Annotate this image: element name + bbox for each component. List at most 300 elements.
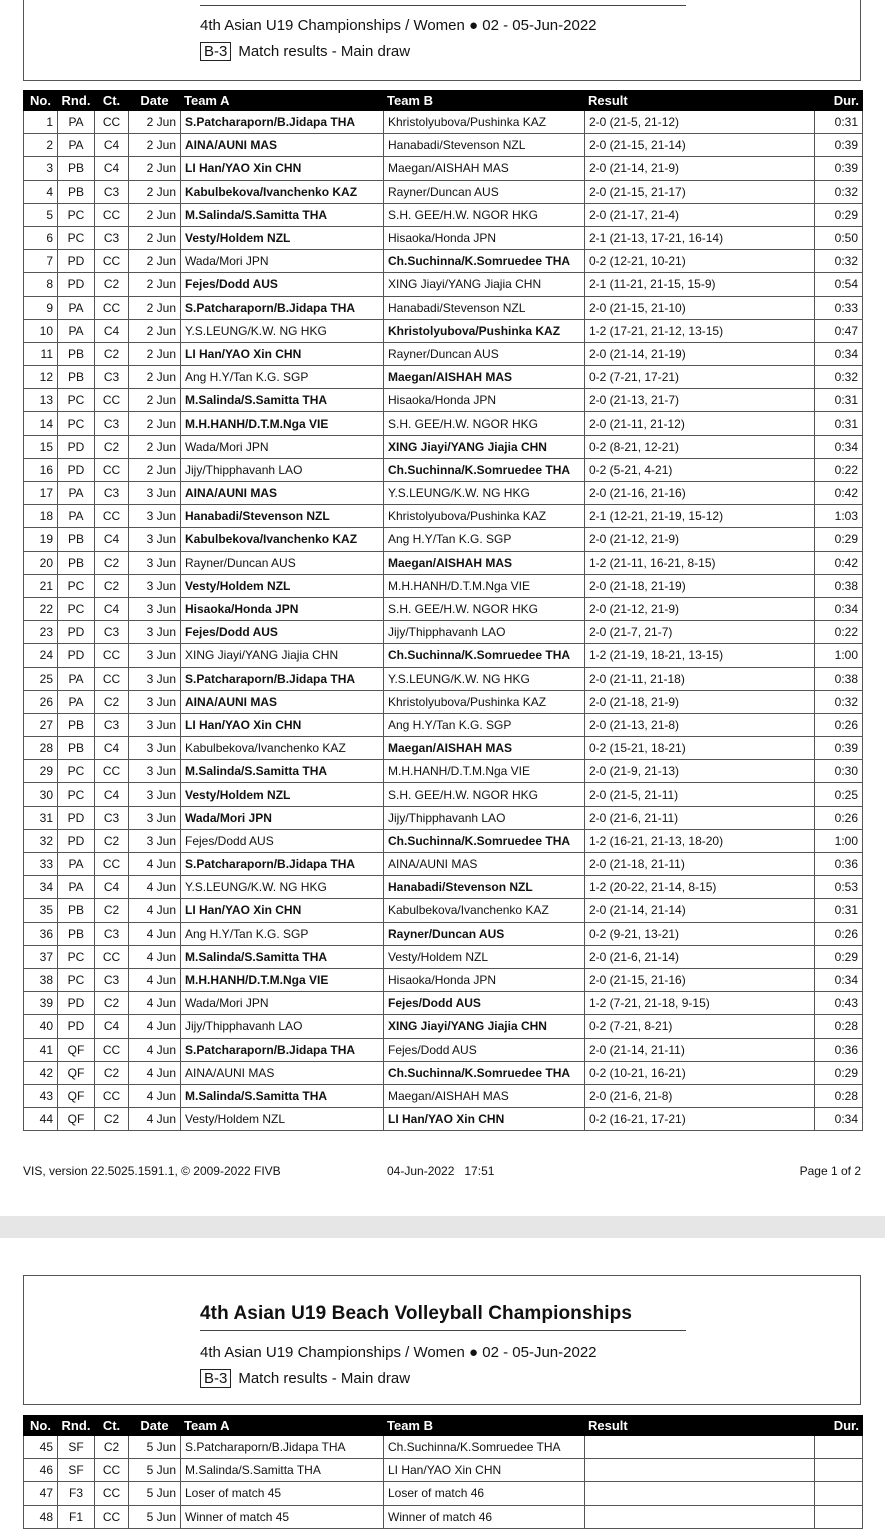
column-header-team-a: Team A	[181, 1416, 384, 1436]
match-result-cell: 2-0 (21-15, 21-14)	[585, 134, 815, 157]
team-a-cell: Fejes/Dodd AUS	[181, 829, 384, 852]
team-a-cell: Kabulbekova/Ivanchenko KAZ	[181, 528, 384, 551]
table-row	[24, 992, 863, 1015]
team-a-cell: Vesty/Holdem NZL	[181, 574, 384, 597]
team-a-cell: Jijy/Thipphavanh LAO	[181, 458, 384, 481]
match-result-cell: 2-1 (12-21, 21-19, 15-12)	[585, 505, 815, 528]
match-date-cell: 3 Jun	[129, 528, 181, 551]
team-b-cell: Rayner/Duncan AUS	[384, 342, 585, 365]
match-date-cell: 2 Jun	[129, 319, 181, 342]
table-row	[24, 597, 863, 620]
match-date-cell: 3 Jun	[129, 806, 181, 829]
header-rule	[200, 5, 686, 6]
match-number-cell: 38	[24, 968, 58, 991]
court-cell: C3	[95, 806, 129, 829]
table-row	[24, 412, 863, 435]
match-number-cell: 17	[24, 482, 58, 505]
team-a-cell: M.Salinda/S.Samitta THA	[181, 1084, 384, 1107]
match-rows	[24, 1436, 863, 1529]
court-cell: C2	[95, 899, 129, 922]
match-duration-cell: 1:00	[815, 829, 863, 852]
round-cell: PC	[58, 945, 95, 968]
round-cell: PD	[58, 992, 95, 1015]
team-a-cell: M.Salinda/S.Samitta THA	[181, 389, 384, 412]
team-a-cell: Y.S.LEUNG/K.W. NG HKG	[181, 876, 384, 899]
match-result-cell: 0-2 (12-21, 10-21)	[585, 250, 815, 273]
team-b-cell: Hisaoka/Honda JPN	[384, 226, 585, 249]
match-number-cell: 18	[24, 505, 58, 528]
match-duration-cell: 0:50	[815, 226, 863, 249]
match-results-table	[23, 90, 863, 1131]
court-cell: C4	[95, 1015, 129, 1038]
match-result-cell: 2-0 (21-13, 21-8)	[585, 713, 815, 736]
team-b-cell: Ch.Suchinna/K.Somruedee THA	[384, 829, 585, 852]
table-row	[24, 1015, 863, 1038]
team-a-cell: LI Han/YAO Xin CHN	[181, 157, 384, 180]
table-row	[24, 968, 863, 991]
team-b-cell: Ch.Suchinna/K.Somruedee THA	[384, 458, 585, 481]
round-cell: PD	[58, 435, 95, 458]
match-number-cell: 30	[24, 783, 58, 806]
court-cell: CC	[95, 505, 129, 528]
team-b-cell: Rayner/Duncan AUS	[384, 180, 585, 203]
match-duration-cell: 0:34	[815, 1108, 863, 1131]
match-number-cell: 26	[24, 690, 58, 713]
match-result-cell: 2-0 (21-6, 21-11)	[585, 806, 815, 829]
column-header-duration: Dur.	[815, 91, 863, 111]
match-duration-cell: 0:34	[815, 968, 863, 991]
court-cell: C3	[95, 968, 129, 991]
table-row	[24, 551, 863, 574]
team-a-cell: Kabulbekova/Ivanchenko KAZ	[181, 737, 384, 760]
match-duration-cell: 1:00	[815, 644, 863, 667]
footer-print-date: 04-Jun-2022 17:51	[387, 1164, 495, 1178]
match-result-cell: 2-0 (21-15, 21-17)	[585, 180, 815, 203]
match-result-cell: 2-0 (21-18, 21-11)	[585, 853, 815, 876]
match-duration-cell	[815, 1459, 863, 1482]
team-b-cell: Fejes/Dodd AUS	[384, 992, 585, 1015]
match-result-cell: 2-1 (21-13, 17-21, 16-14)	[585, 226, 815, 249]
team-b-cell: LI Han/YAO Xin CHN	[384, 1459, 585, 1482]
match-date-cell: 2 Jun	[129, 435, 181, 458]
match-date-cell: 3 Jun	[129, 597, 181, 620]
column-header-court: Ct.	[95, 91, 129, 111]
team-b-cell: Khristolyubova/Pushinka KAZ	[384, 319, 585, 342]
match-result-cell	[585, 1459, 815, 1482]
footer-version: VIS, version 22.5025.1591.1, © 2009-2022 FIVB	[23, 1164, 281, 1178]
match-duration-cell: 0:29	[815, 203, 863, 226]
table-row	[24, 899, 863, 922]
match-result-cell: 2-0 (21-18, 21-9)	[585, 690, 815, 713]
match-result-cell: 2-0 (21-12, 21-9)	[585, 597, 815, 620]
team-a-cell: Kabulbekova/Ivanchenko KAZ	[181, 180, 384, 203]
table-row	[24, 876, 863, 899]
table-row	[24, 1061, 863, 1084]
court-cell: CC	[95, 296, 129, 319]
court-cell: CC	[95, 853, 129, 876]
team-b-cell: Maegan/AISHAH MAS	[384, 737, 585, 760]
match-number-cell: 1	[24, 111, 58, 134]
round-cell: PC	[58, 389, 95, 412]
match-result-cell: 1-2 (7-21, 21-18, 9-15)	[585, 992, 815, 1015]
match-duration-cell: 0:22	[815, 621, 863, 644]
match-number-cell: 45	[24, 1436, 58, 1459]
team-a-cell: M.Salinda/S.Samitta THA	[181, 760, 384, 783]
match-result-cell: 2-0 (21-9, 21-13)	[585, 760, 815, 783]
team-b-cell: Khristolyubova/Pushinka KAZ	[384, 111, 585, 134]
match-result-cell: 2-0 (21-6, 21-8)	[585, 1084, 815, 1107]
court-cell: C2	[95, 992, 129, 1015]
match-number-cell: 16	[24, 458, 58, 481]
match-duration-cell: 0:54	[815, 273, 863, 296]
table-row	[24, 1038, 863, 1061]
match-date-cell: 2 Jun	[129, 389, 181, 412]
document-code: B-3	[200, 42, 231, 61]
table-row	[24, 853, 863, 876]
court-cell: CC	[95, 667, 129, 690]
team-b-cell: Maegan/AISHAH MAS	[384, 366, 585, 389]
match-duration-cell	[815, 1436, 863, 1459]
table-row	[24, 273, 863, 296]
match-rows	[24, 111, 863, 1131]
match-date-cell: 3 Jun	[129, 690, 181, 713]
match-number-cell: 7	[24, 250, 58, 273]
match-number-cell: 34	[24, 876, 58, 899]
match-number-cell: 27	[24, 713, 58, 736]
match-number-cell: 47	[24, 1482, 58, 1505]
court-cell: C2	[95, 342, 129, 365]
match-duration-cell: 0:31	[815, 899, 863, 922]
round-cell: PA	[58, 667, 95, 690]
round-cell: PB	[58, 366, 95, 389]
round-cell: PC	[58, 203, 95, 226]
round-cell: PA	[58, 296, 95, 319]
match-result-cell	[585, 1436, 815, 1459]
court-cell: CC	[95, 203, 129, 226]
page-header	[23, 1275, 861, 1405]
column-header-result: Result	[585, 1416, 815, 1436]
team-b-cell: Jijy/Thipphavanh LAO	[384, 621, 585, 644]
round-cell: PA	[58, 690, 95, 713]
round-cell: PD	[58, 273, 95, 296]
court-cell: C4	[95, 597, 129, 620]
match-date-cell: 3 Jun	[129, 644, 181, 667]
match-duration-cell: 0:29	[815, 528, 863, 551]
team-a-cell: S.Patcharaporn/B.Jidapa THA	[181, 1436, 384, 1459]
court-cell: C4	[95, 319, 129, 342]
team-b-cell: S.H. GEE/H.W. NGOR HKG	[384, 783, 585, 806]
team-a-cell: S.Patcharaporn/B.Jidapa THA	[181, 296, 384, 319]
team-b-cell: AINA/AUNI MAS	[384, 853, 585, 876]
team-b-cell: Ang H.Y/Tan K.G. SGP	[384, 528, 585, 551]
match-result-cell: 2-0 (21-18, 21-19)	[585, 574, 815, 597]
team-a-cell: Wada/Mori JPN	[181, 435, 384, 458]
round-cell: PD	[58, 806, 95, 829]
team-a-cell: M.Salinda/S.Samitta THA	[181, 203, 384, 226]
round-cell: PC	[58, 968, 95, 991]
championship-subtitle: 4th Asian U19 Championships / Women ● 02 - 05-Jun-2022	[200, 1344, 597, 1361]
match-result-cell: 1-2 (17-21, 21-12, 13-15)	[585, 319, 815, 342]
court-cell: CC	[95, 760, 129, 783]
team-b-cell: S.H. GEE/H.W. NGOR HKG	[384, 203, 585, 226]
round-cell: PA	[58, 876, 95, 899]
match-date-cell: 2 Jun	[129, 273, 181, 296]
match-date-cell: 3 Jun	[129, 667, 181, 690]
match-duration-cell: 0:39	[815, 134, 863, 157]
team-a-cell: Winner of match 45	[181, 1505, 384, 1528]
match-date-cell: 4 Jun	[129, 945, 181, 968]
match-date-cell: 2 Jun	[129, 366, 181, 389]
match-duration-cell	[815, 1482, 863, 1505]
court-cell: C2	[95, 574, 129, 597]
round-cell: PB	[58, 899, 95, 922]
match-result-cell: 0-2 (7-21, 17-21)	[585, 366, 815, 389]
round-cell: QF	[58, 1038, 95, 1061]
match-duration-cell: 0:32	[815, 690, 863, 713]
match-number-cell: 39	[24, 992, 58, 1015]
table-row	[24, 319, 863, 342]
team-b-cell: Hisaoka/Honda JPN	[384, 389, 585, 412]
team-b-cell: M.H.HANH/D.T.M.Nga VIE	[384, 760, 585, 783]
table-row	[24, 621, 863, 644]
match-number-cell: 6	[24, 226, 58, 249]
match-date-cell: 2 Jun	[129, 111, 181, 134]
team-b-cell: Khristolyubova/Pushinka KAZ	[384, 505, 585, 528]
team-a-cell: S.Patcharaporn/B.Jidapa THA	[181, 853, 384, 876]
match-result-cell: 2-0 (21-5, 21-11)	[585, 783, 815, 806]
team-a-cell: Vesty/Holdem NZL	[181, 226, 384, 249]
match-date-cell: 4 Jun	[129, 1038, 181, 1061]
match-date-cell: 4 Jun	[129, 1084, 181, 1107]
match-duration-cell: 0:29	[815, 1061, 863, 1084]
match-number-cell: 41	[24, 1038, 58, 1061]
match-result-cell: 0-2 (15-21, 18-21)	[585, 737, 815, 760]
match-date-cell: 3 Jun	[129, 574, 181, 597]
team-b-cell: Hanabadi/Stevenson NZL	[384, 876, 585, 899]
match-date-cell: 2 Jun	[129, 412, 181, 435]
column-header-court: Ct.	[95, 1416, 129, 1436]
team-a-cell: Ang H.Y/Tan K.G. SGP	[181, 922, 384, 945]
match-result-cell: 2-0 (21-6, 21-14)	[585, 945, 815, 968]
team-a-cell: LI Han/YAO Xin CHN	[181, 899, 384, 922]
team-a-cell: Wada/Mori JPN	[181, 806, 384, 829]
match-duration-cell	[815, 1505, 863, 1528]
match-date-cell: 4 Jun	[129, 876, 181, 899]
match-date-cell: 4 Jun	[129, 968, 181, 991]
court-cell: C3	[95, 226, 129, 249]
court-cell: CC	[95, 1505, 129, 1528]
match-number-cell: 24	[24, 644, 58, 667]
match-result-cell: 2-0 (21-11, 21-18)	[585, 667, 815, 690]
round-cell: PC	[58, 574, 95, 597]
match-date-cell: 2 Jun	[129, 180, 181, 203]
team-a-cell: Ang H.Y/Tan K.G. SGP	[181, 366, 384, 389]
team-b-cell: Rayner/Duncan AUS	[384, 922, 585, 945]
match-number-cell: 14	[24, 412, 58, 435]
match-result-cell: 1-2 (16-21, 21-13, 18-20)	[585, 829, 815, 852]
page-separator	[0, 1216, 885, 1238]
team-a-cell: AINA/AUNI MAS	[181, 482, 384, 505]
team-b-cell: Ch.Suchinna/K.Somruedee THA	[384, 1061, 585, 1084]
court-cell: C4	[95, 737, 129, 760]
match-number-cell: 36	[24, 922, 58, 945]
team-a-cell: M.H.HANH/D.T.M.Nga VIE	[181, 412, 384, 435]
team-a-cell: S.Patcharaporn/B.Jidapa THA	[181, 1038, 384, 1061]
match-number-cell: 22	[24, 597, 58, 620]
court-cell: C2	[95, 690, 129, 713]
team-a-cell: Vesty/Holdem NZL	[181, 1108, 384, 1131]
match-result-cell: 2-0 (21-16, 21-16)	[585, 482, 815, 505]
team-b-cell: Loser of match 46	[384, 1482, 585, 1505]
match-duration-cell: 0:34	[815, 342, 863, 365]
round-cell: PB	[58, 737, 95, 760]
court-cell: C4	[95, 134, 129, 157]
court-cell: C2	[95, 551, 129, 574]
round-cell: PD	[58, 644, 95, 667]
match-result-cell: 2-0 (21-17, 21-4)	[585, 203, 815, 226]
team-b-cell: Winner of match 46	[384, 1505, 585, 1528]
match-date-cell: 4 Jun	[129, 922, 181, 945]
team-b-cell: Ang H.Y/Tan K.G. SGP	[384, 713, 585, 736]
round-cell: PD	[58, 621, 95, 644]
match-duration-cell: 0:30	[815, 760, 863, 783]
table-row	[24, 226, 863, 249]
round-cell: PB	[58, 922, 95, 945]
round-cell: PD	[58, 829, 95, 852]
team-b-cell: Ch.Suchinna/K.Somruedee THA	[384, 1436, 585, 1459]
match-date-cell: 5 Jun	[129, 1436, 181, 1459]
table-row	[24, 1436, 863, 1459]
table-row	[24, 180, 863, 203]
team-a-cell: M.H.HANH/D.T.M.Nga VIE	[181, 968, 384, 991]
team-a-cell: Hisaoka/Honda JPN	[181, 597, 384, 620]
court-cell: CC	[95, 1038, 129, 1061]
table-row	[24, 644, 863, 667]
table-row	[24, 528, 863, 551]
match-duration-cell: 0:32	[815, 180, 863, 203]
team-a-cell: Wada/Mori JPN	[181, 992, 384, 1015]
document-title: Match results - Main draw	[238, 1370, 411, 1387]
team-a-cell: Vesty/Holdem NZL	[181, 783, 384, 806]
match-duration-cell: 0:39	[815, 157, 863, 180]
match-result-cell: 2-0 (21-11, 21-12)	[585, 412, 815, 435]
team-b-cell: LI Han/YAO Xin CHN	[384, 1108, 585, 1131]
match-number-cell: 20	[24, 551, 58, 574]
match-date-cell: 4 Jun	[129, 899, 181, 922]
column-header-team-b: Team B	[384, 1416, 585, 1436]
match-date-cell: 3 Jun	[129, 505, 181, 528]
round-cell: PC	[58, 597, 95, 620]
match-number-cell: 37	[24, 945, 58, 968]
court-cell: C2	[95, 273, 129, 296]
court-cell: C3	[95, 713, 129, 736]
team-a-cell: LI Han/YAO Xin CHN	[181, 342, 384, 365]
column-header-date: Date	[129, 91, 181, 111]
round-cell: SF	[58, 1459, 95, 1482]
table-row	[24, 806, 863, 829]
team-a-cell: S.Patcharaporn/B.Jidapa THA	[181, 111, 384, 134]
document-code: B-3	[200, 1369, 231, 1388]
court-cell: C3	[95, 366, 129, 389]
round-cell: QF	[58, 1108, 95, 1131]
court-cell: C3	[95, 621, 129, 644]
round-cell: PB	[58, 157, 95, 180]
match-number-cell: 21	[24, 574, 58, 597]
column-header-duration: Dur.	[815, 1416, 863, 1436]
team-b-cell: Y.S.LEUNG/K.W. NG HKG	[384, 667, 585, 690]
team-b-cell: Maegan/AISHAH MAS	[384, 551, 585, 574]
table-row	[24, 482, 863, 505]
match-result-cell: 2-0 (21-5, 21-12)	[585, 111, 815, 134]
table-row	[24, 134, 863, 157]
round-cell: PB	[58, 528, 95, 551]
team-b-cell: Jijy/Thipphavanh LAO	[384, 806, 585, 829]
court-cell: CC	[95, 111, 129, 134]
round-cell: F1	[58, 1505, 95, 1528]
match-date-cell: 4 Jun	[129, 992, 181, 1015]
table-row	[24, 296, 863, 319]
team-a-cell: M.Salinda/S.Samitta THA	[181, 1459, 384, 1482]
match-duration-cell: 0:33	[815, 296, 863, 319]
court-cell: CC	[95, 1482, 129, 1505]
match-duration-cell: 0:39	[815, 737, 863, 760]
match-duration-cell: 0:34	[815, 597, 863, 620]
court-cell: CC	[95, 1459, 129, 1482]
round-cell: PD	[58, 1015, 95, 1038]
match-date-cell: 3 Jun	[129, 760, 181, 783]
team-b-cell: Maegan/AISHAH MAS	[384, 1084, 585, 1107]
table-row	[24, 760, 863, 783]
match-number-cell: 23	[24, 621, 58, 644]
team-b-cell: Maegan/AISHAH MAS	[384, 157, 585, 180]
match-duration-cell: 0:31	[815, 412, 863, 435]
match-duration-cell: 0:26	[815, 806, 863, 829]
match-number-cell: 31	[24, 806, 58, 829]
match-date-cell: 2 Jun	[129, 342, 181, 365]
match-date-cell: 3 Jun	[129, 829, 181, 852]
team-b-cell: Hanabadi/Stevenson NZL	[384, 296, 585, 319]
match-number-cell: 13	[24, 389, 58, 412]
match-duration-cell: 0:31	[815, 111, 863, 134]
match-result-cell: 2-0 (21-14, 21-19)	[585, 342, 815, 365]
team-b-cell: Hanabadi/Stevenson NZL	[384, 134, 585, 157]
match-duration-cell: 0:32	[815, 250, 863, 273]
match-number-cell: 12	[24, 366, 58, 389]
match-number-cell: 15	[24, 435, 58, 458]
match-result-cell: 0-2 (8-21, 12-21)	[585, 435, 815, 458]
table-row	[24, 250, 863, 273]
team-b-cell: Ch.Suchinna/K.Somruedee THA	[384, 250, 585, 273]
court-cell: C3	[95, 180, 129, 203]
championship-subtitle: 4th Asian U19 Championships / Women ● 02 - 05-Jun-2022	[200, 17, 597, 34]
column-header-date: Date	[129, 1416, 181, 1436]
table-row	[24, 922, 863, 945]
match-number-cell: 19	[24, 528, 58, 551]
match-duration-cell: 0:34	[815, 435, 863, 458]
team-a-cell: AINA/AUNI MAS	[181, 690, 384, 713]
court-cell: C4	[95, 157, 129, 180]
match-duration-cell: 0:53	[815, 876, 863, 899]
table-row	[24, 1459, 863, 1482]
table-row	[24, 203, 863, 226]
match-date-cell: 2 Jun	[129, 203, 181, 226]
round-cell: PB	[58, 180, 95, 203]
team-a-cell: M.Salinda/S.Samitta THA	[181, 945, 384, 968]
team-b-cell: Fejes/Dodd AUS	[384, 1038, 585, 1061]
match-duration-cell: 0:25	[815, 783, 863, 806]
match-result-cell: 1-2 (20-22, 21-14, 8-15)	[585, 876, 815, 899]
court-cell: CC	[95, 644, 129, 667]
